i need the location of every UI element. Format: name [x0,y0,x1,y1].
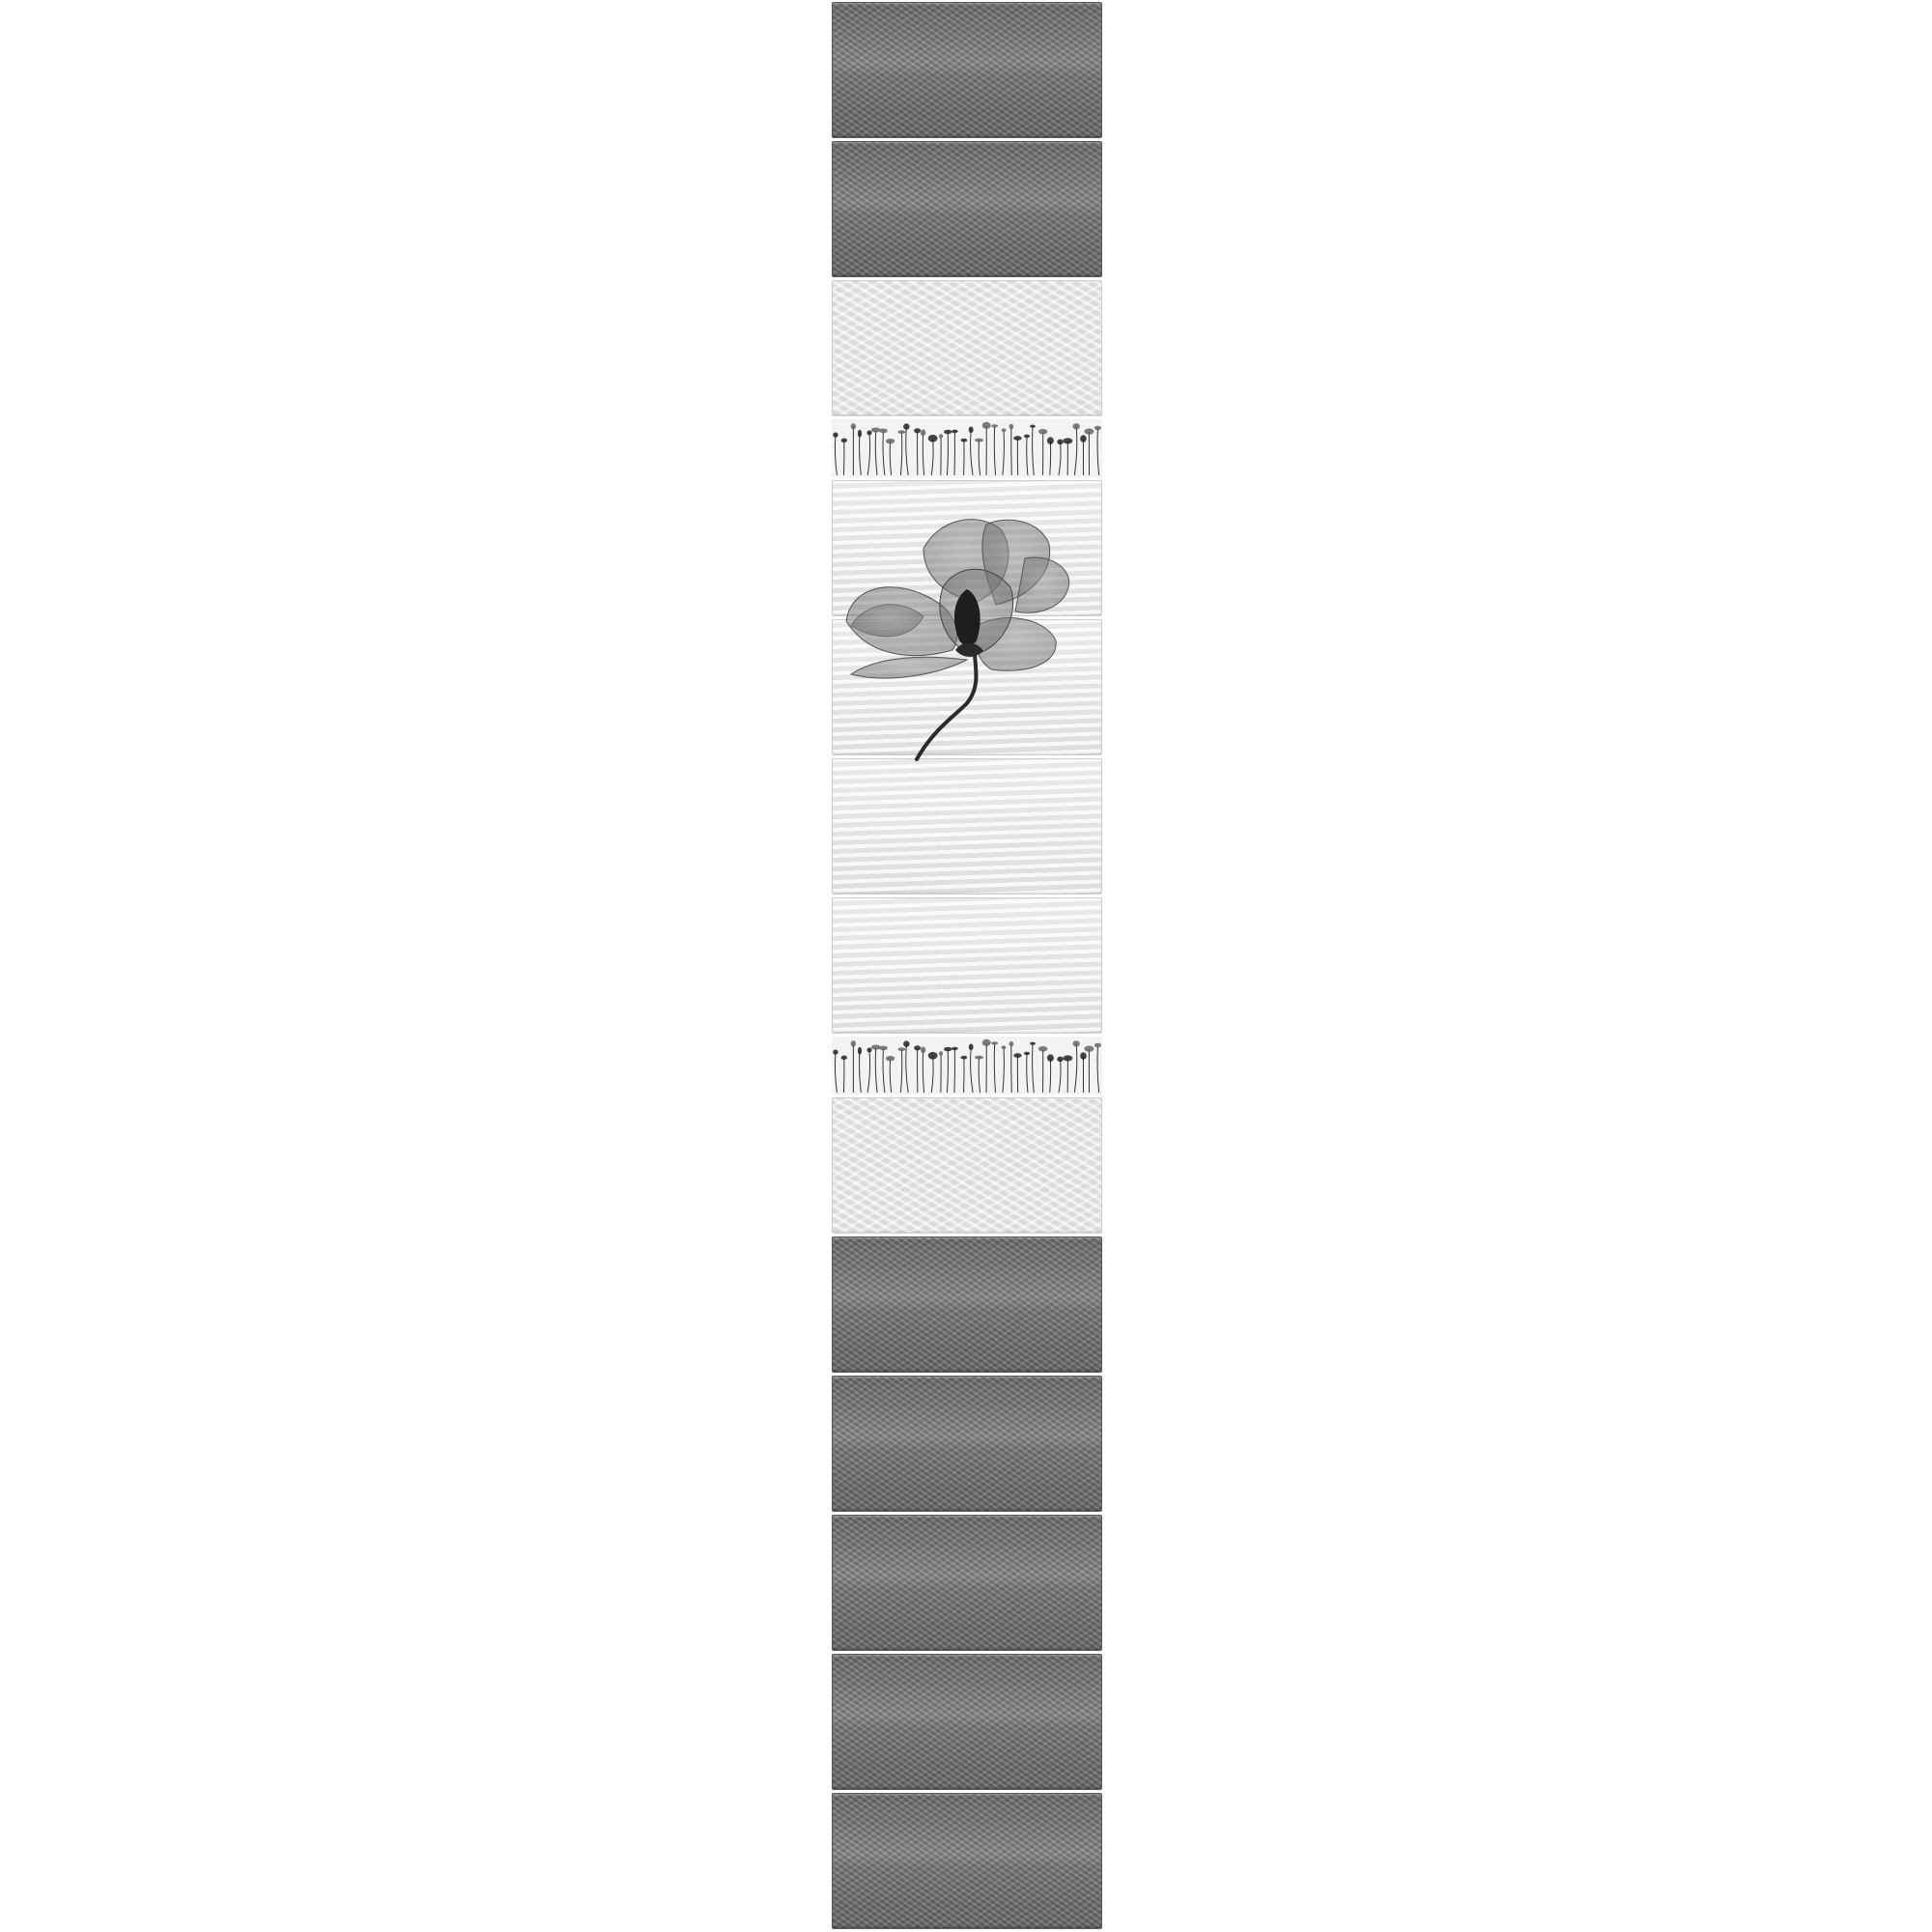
wildflower-border-pattern [832,1037,1102,1094]
grey-diamond-tile [832,1376,1102,1512]
magnolia-flower-image [832,481,1102,761]
grey-diamond-tile [832,1793,1102,1929]
wave-tile [832,758,1102,895]
light-diamond-tile [832,280,1102,416]
grey-diamond-tile [832,1236,1102,1373]
grey-diamond-tile [832,141,1102,277]
grey-diamond-tile [832,1654,1102,1790]
wildflower-border-pattern [832,419,1102,477]
tile-panel [832,0,1102,1932]
light-diamond-tile [832,1097,1102,1234]
grey-diamond-tile [832,2,1102,138]
grey-diamond-tile [832,1515,1102,1651]
floral-border-tile [832,1037,1102,1094]
floral-border-tile [832,419,1102,477]
wave-tile [832,897,1102,1034]
